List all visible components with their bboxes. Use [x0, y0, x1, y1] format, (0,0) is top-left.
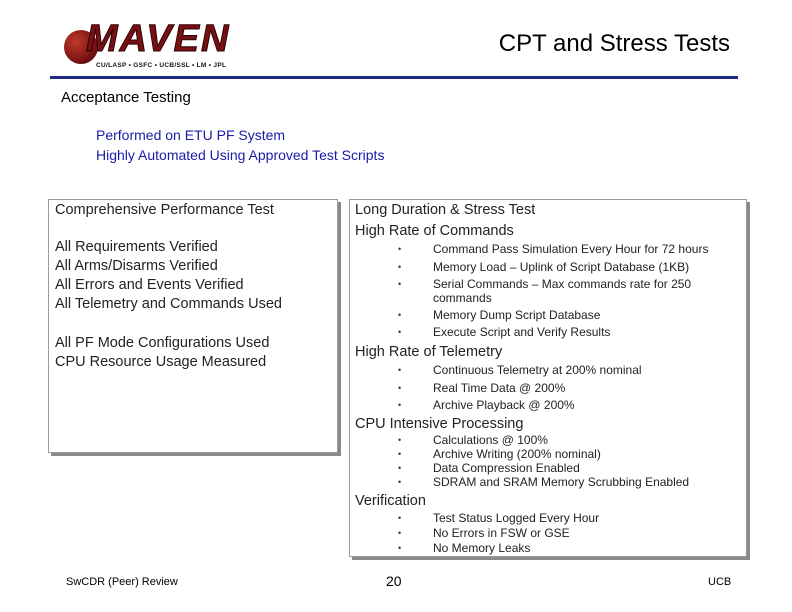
- stress-heading: Long Duration & Stress Test: [355, 202, 536, 218]
- cpt-item: CPU Resource Usage Measured: [55, 354, 267, 370]
- stress-section-title: CPU Intensive Processing: [355, 416, 524, 432]
- stress-section-title: High Rate of Commands: [355, 223, 514, 239]
- page-number: 20: [386, 573, 402, 589]
- bullet: •: [398, 513, 402, 523]
- stress-item: Command Pass Simulation Every Hour for 72 hours: [433, 242, 709, 256]
- intro-line: Highly Automated Using Approved Test Scripts: [96, 147, 385, 163]
- intro-line: Performed on ETU PF System: [96, 127, 286, 143]
- bullet: •: [398, 244, 402, 254]
- footer-org-label: UCB: [708, 576, 732, 588]
- cpt-heading: Comprehensive Performance Test: [55, 202, 274, 218]
- stress-item: Memory Load – Uplink of Script Database (1KB): [433, 260, 690, 274]
- logo-tagline: CU/LASP • GSFC • UCB/SSL • LM • JPL: [96, 62, 227, 69]
- bullet: •: [398, 463, 402, 473]
- maven-logo: [58, 16, 231, 76]
- bullet: •: [398, 528, 402, 538]
- stress-section-title: High Rate of Telemetry: [355, 344, 503, 360]
- stress-item: Data Compression Enabled: [433, 461, 580, 475]
- stress-item: Calculations @ 100%: [433, 433, 548, 447]
- stress-item: Continuous Telemetry at 200% nominal: [433, 363, 642, 377]
- bullet: •: [398, 327, 402, 337]
- cpt-item: All Telemetry and Commands Used: [55, 296, 282, 312]
- cpt-item: All Arms/Disarms Verified: [55, 258, 218, 274]
- stress-item: Archive Playback @ 200%: [433, 398, 575, 412]
- bullet: •: [398, 383, 402, 393]
- section-heading: Acceptance Testing: [61, 89, 191, 106]
- bullet: •: [398, 543, 402, 553]
- bullet: •: [398, 365, 402, 375]
- stress-section-title: Verification: [355, 493, 426, 509]
- cpt-item: All Errors and Events Verified: [55, 277, 244, 293]
- stress-item: No Errors in FSW or GSE: [433, 526, 570, 540]
- bullet: •: [398, 477, 402, 487]
- stress-item: Memory Dump Script Database: [433, 308, 601, 322]
- slide-title: CPT and Stress Tests: [498, 30, 730, 57]
- stress-item: Test Status Logged Every Hour: [433, 511, 600, 525]
- stress-item: Real Time Data @ 200%: [433, 381, 566, 395]
- stress-item: Execute Script and Verify Results: [433, 325, 611, 339]
- logo-wordmark: MAVEN: [86, 18, 231, 60]
- bullet: •: [398, 400, 402, 410]
- bullet: •: [398, 449, 402, 459]
- stress-item: Archive Writing (200% nominal): [433, 447, 601, 461]
- bullet: •: [398, 279, 402, 289]
- stress-item: SDRAM and SRAM Memory Scrubbing Enabled: [433, 475, 690, 489]
- title-divider: [50, 76, 738, 79]
- footer-review-label: SwCDR (Peer) Review: [66, 576, 178, 588]
- bullet: •: [398, 435, 402, 445]
- bullet: •: [398, 310, 402, 320]
- cpt-item: All Requirements Verified: [55, 239, 218, 255]
- stress-item: No Memory Leaks: [433, 541, 531, 555]
- stress-item-continued: commands: [433, 291, 492, 305]
- stress-item: Serial Commands – Max commands rate for 250: [433, 277, 692, 291]
- bullet: •: [398, 262, 402, 272]
- cpt-item: All PF Mode Configurations Used: [55, 335, 270, 351]
